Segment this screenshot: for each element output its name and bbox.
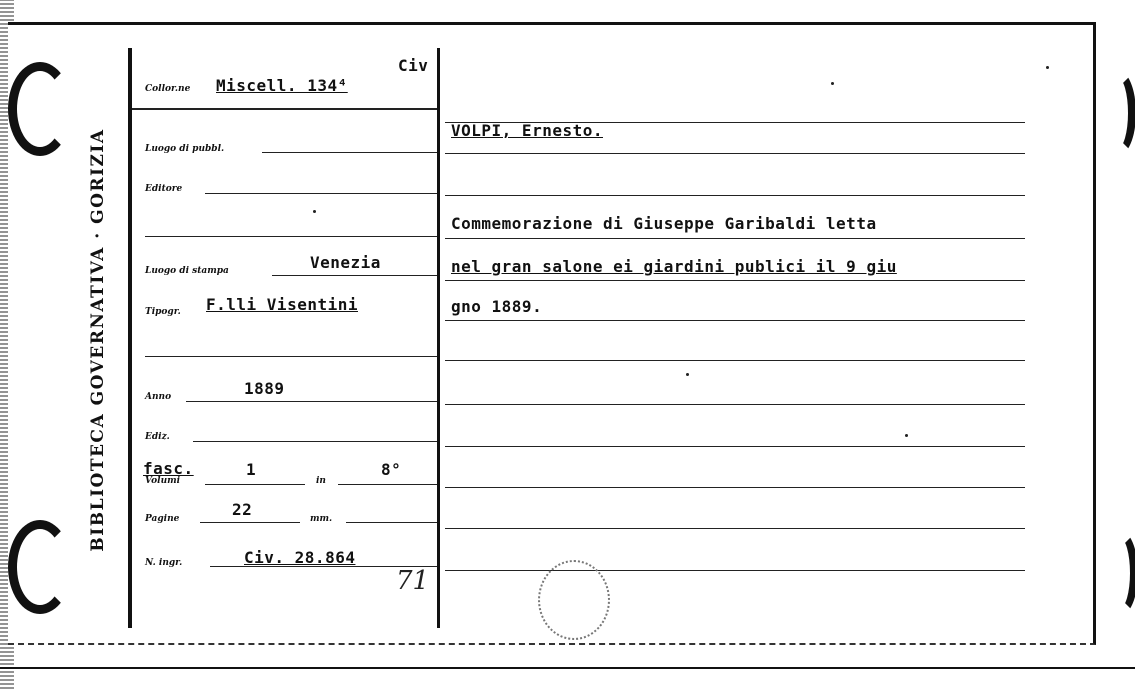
value-anno: 1889 — [244, 379, 285, 398]
rule — [346, 522, 437, 523]
value-fasc: fasc. — [143, 459, 194, 478]
punch-hole-right-top — [1100, 70, 1135, 156]
value-n-ingresso: Civ. 28.864 — [244, 548, 356, 567]
speck — [686, 373, 689, 376]
label-anno: Anno — [145, 392, 172, 402]
rule — [205, 484, 305, 485]
rule — [132, 108, 437, 110]
scan-bottom-edge — [0, 667, 1135, 669]
label-in: in — [316, 476, 326, 486]
rule — [445, 280, 1025, 281]
value-pagine: 22 — [232, 500, 253, 519]
rule — [186, 401, 437, 402]
rule — [262, 152, 437, 153]
entry-title-line-1: Commemorazione di Giuseppe Garibaldi letta — [451, 214, 877, 233]
speck — [313, 210, 316, 213]
punch-hole-top — [8, 62, 72, 156]
punch-hole-right-bottom — [1102, 530, 1135, 616]
rule — [445, 446, 1025, 447]
label-edizione: Ediz. — [145, 432, 170, 442]
rule — [145, 356, 437, 357]
speck — [905, 434, 908, 437]
rule — [200, 522, 300, 523]
label-luogo-stampa: Luogo di stampa — [145, 266, 229, 276]
rule — [338, 484, 437, 485]
rule — [445, 320, 1025, 321]
rule — [445, 238, 1025, 239]
value-luogo-stampa: Venezia — [310, 253, 381, 272]
value-civ-mark: Civ — [398, 56, 429, 75]
label-mm: mm. — [310, 514, 333, 524]
institution-name: BIBLIOTECA GOVERNATIVA · GORIZIA — [88, 128, 108, 552]
entry-title-line-3: gno 1889. — [451, 297, 543, 316]
value-volumi: 1 — [246, 460, 257, 479]
rule — [445, 528, 1025, 529]
right-column-rule — [437, 48, 440, 628]
handwritten-number: 71 — [396, 566, 430, 596]
entry-author: VOLPI, Ernesto. — [451, 121, 603, 140]
rule — [445, 195, 1025, 196]
label-volumi: Volumi — [145, 476, 181, 486]
left-column-rule — [128, 48, 132, 628]
label-pagine: Pagine — [145, 514, 180, 524]
speck — [1046, 66, 1049, 69]
rule — [445, 153, 1025, 154]
catalog-card — [8, 22, 1096, 645]
rule — [145, 236, 437, 237]
label-collocazione: Collor.ne — [145, 84, 191, 94]
rule — [272, 275, 437, 276]
label-luogo-pubbl: Luogo di pubbl. — [145, 144, 225, 154]
label-n-ingresso: N. ingr. — [145, 558, 183, 568]
rule — [445, 360, 1025, 361]
value-collocazione: Miscell. 134⁴ — [216, 76, 348, 95]
rule — [445, 570, 1025, 571]
entry-title-line-2: nel gran salone ei giardini publici il 9 giu — [451, 257, 897, 276]
rule — [193, 441, 437, 442]
rule — [445, 404, 1025, 405]
rule — [445, 487, 1025, 488]
value-tipografia: F.lli Visentini — [206, 295, 358, 314]
punch-hole-bottom — [8, 520, 72, 614]
library-stamp — [538, 560, 610, 640]
label-tipografia: Tipogr. — [145, 307, 181, 317]
label-editore: Editore — [145, 184, 183, 194]
rule — [205, 193, 437, 194]
speck — [831, 82, 834, 85]
value-formato: 8° — [381, 460, 402, 479]
